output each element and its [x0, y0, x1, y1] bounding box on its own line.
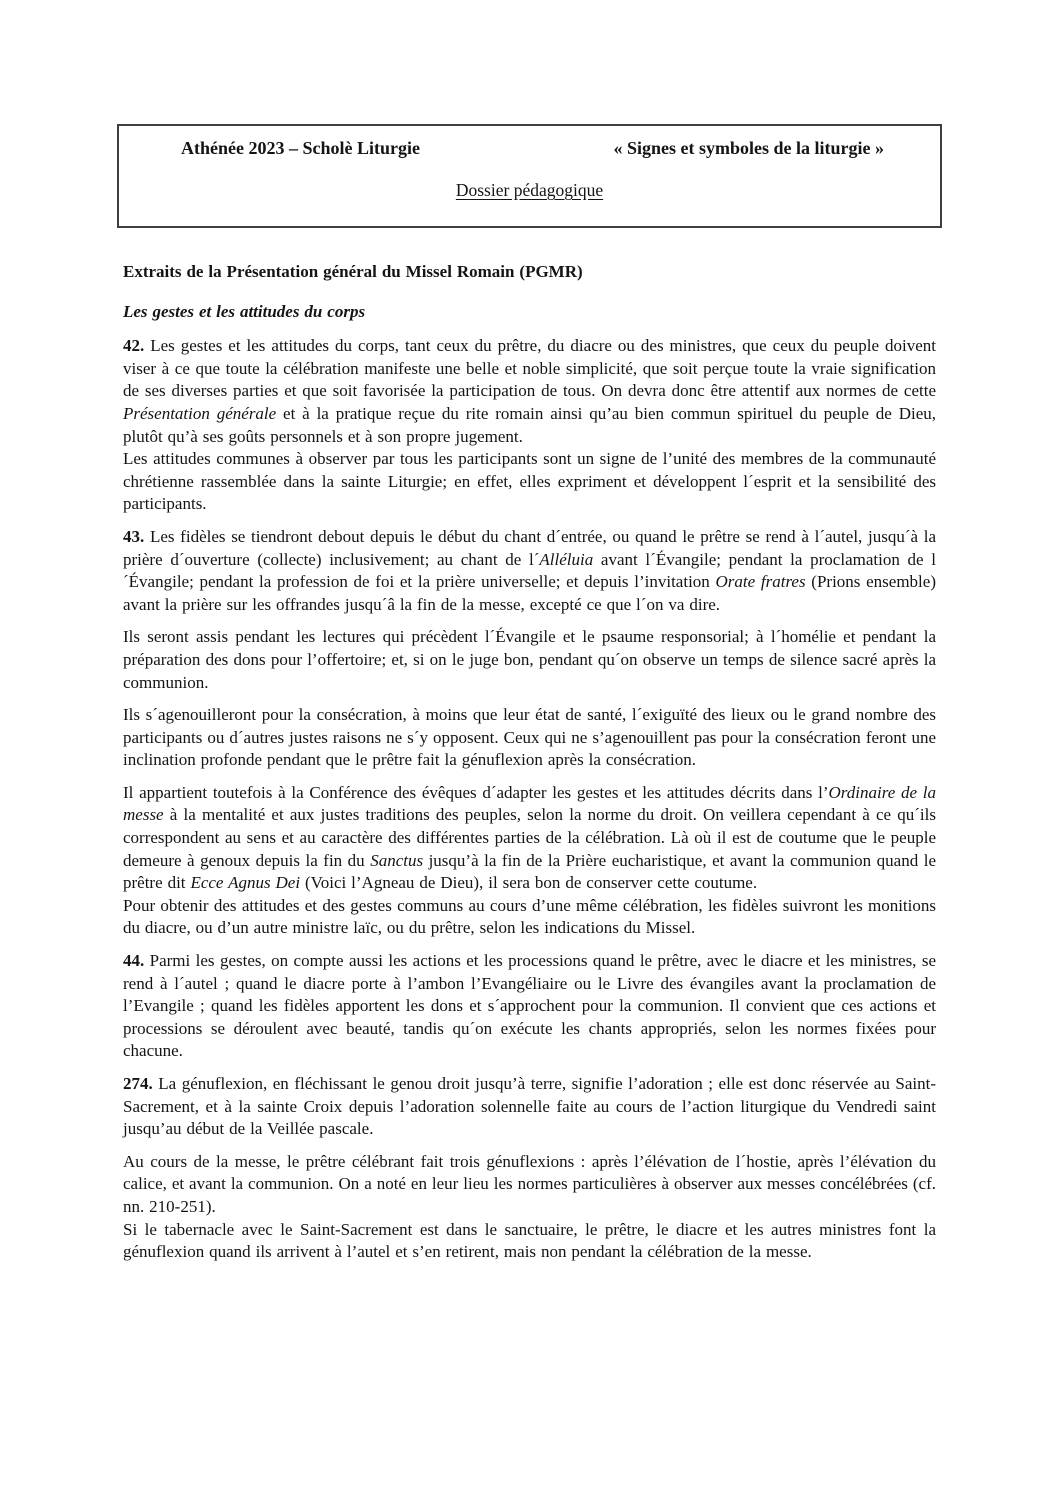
text-run: Orate fratres [715, 572, 806, 592]
text-run: Sanctus [370, 850, 424, 870]
text-run: avant l´Évangile; pendant la proclamation de l´Évangile; pendant la profession de foi et la prière universelle; et depuis l’invitation [123, 549, 936, 592]
paragraph [123, 950, 936, 1063]
text-run: 274. [123, 1074, 153, 1093]
paragraph [123, 526, 936, 616]
text-run: Si le tabernacle avec le Saint-Sacrement est dans le sanctuaire, le prêtre, le diacre et les autres ministres font la génuflexion quand ils arrivent à l’autel et s’en retirent, mais non pendant la célébration de la messe. [123, 1219, 936, 1262]
text-run: Ils seront assis pendant les lectures qui précèdent l´Évangile et le psaume responsorial; à l´homélie et pendant la préparation des dons pour l’offertoire; et, si on le juge bon, pendant qu´on observe un temps de silence sacré après la communion. [123, 627, 936, 692]
text-run: et à la pratique reçue du rite romain ainsi qu’au bien commun spirituel du peuple de Dieu, plutôt qu’à ses goûts personnels et à son propre jugement. [123, 403, 936, 446]
paragraphs [123, 335, 936, 1264]
section-subtitle: Les gestes et les attitudes du corps [123, 301, 366, 321]
paragraph [123, 626, 936, 694]
text-run: Les gestes et les attitudes du corps, tant ceux du prêtre, du diacre ou des ministres, que ceux du peuple doivent viser à ce que toute la célébration manifeste une belle et noble simplicité, que soit perçue toute la vraie signification de ses diverses parties et que soit favorisée la participation de tous. On devra donc être attentif aux normes de cette [123, 336, 936, 401]
text-run: Les fidèles se tiendront debout depuis le début du chant d´entrée, ou quand le prêtre se rend à l´autel, jusqu´à la prière d´ouverture (collecte) inclusivement; au chant de l´ [123, 526, 936, 569]
text-run: 42. [123, 336, 145, 356]
text-run: La génuflexion, en fléchissant le genou droit jusqu’à terre, signifie l’adoration ; elle est donc réservée au Saint-Sacrement, et à la sainte Croix depuis l’adoration solennelle faite au cours de l’action liturgique du Vendredi saint jusqu’au début de la Veillée pascale. [123, 1074, 936, 1139]
text-run: jusqu’à la fin de la Prière eucharistique, et avant la communion quand le prêtre dit [123, 850, 936, 893]
document-body [123, 261, 936, 1264]
text-run: 44. [123, 951, 145, 971]
header-box [117, 124, 942, 228]
text-run: Parmi les gestes, on compte aussi les actions et les processions quand le prêtre, avec le diacre et les ministres, se rend à l´autel ; quand le diacre porte à l’ambon l’Evangéliaire ou le Livre des évangiles avant la proclamation de l’Evangile ; quand les fidèles apportent les dons et s´approchent pour la communion. Il convient que ces actions et processions se déroulent avec beauté, tandis qu´on exécute les chants appropriés, selon les normes fixées pour chacune. [123, 951, 936, 1061]
text-run: Au cours de la messe, le prêtre célébrant fait trois génuflexions : après l’élévation de l´hostie, après l’élévation du calice, et avant la communion. On a noté en leur lieu les normes particulières à observer aux messes concélébrées (cf. nn. 210-251). [123, 1151, 936, 1216]
paragraph [123, 704, 936, 772]
text-run: Ordinaire de la messe [123, 782, 937, 825]
paragraph [123, 1151, 936, 1264]
section-title: Extraits de la Présentation général du Missel Romain (PGMR) [123, 262, 583, 281]
text-run: Les attitudes communes à observer par tous les participants sont un signe de l’unité des membres de la communauté chrétienne rassemblée dans la sainte Liturgie; en effet, elles expriment et développent l´esprit et la sensibilité des participants. [123, 449, 936, 514]
header-title-row [119, 136, 940, 160]
text-run: Présentation générale [123, 403, 277, 423]
text-run: Ils s´agenouilleront pour la consécration, à moins que leur état de santé, l´exiguïté des lieux ou le grand nombre des participants ou d´autres justes raisons ne s´y opposent. Ceux qui ne s’agenouillent pas pour la consécration feront une inclination profonde pendant que le prêtre fait la génuflexion après la consécration. [123, 705, 936, 770]
header-title-left: Athénée 2023 – Scholè Liturgie [181, 138, 420, 158]
text-run: à la mentalité et aux justes traditions des peuples, selon la norme du droit. On veillera cependant à ce qu´ils correspondent au sens et au caractère des différentes parties de la célébration. Là où il est de coutume que le peuple demeure à genoux depuis la fin du [123, 805, 936, 870]
text-run: Ecce Agnus Dei [190, 873, 301, 893]
text-run: (Prions ensemble) avant la prière sur les offrandes jusqu´â la fin de la messe, excepté ce que l´on va dire. [123, 572, 936, 614]
paragraph [123, 1073, 936, 1141]
header-subtitle-row [119, 179, 940, 202]
text-run: Il appartient toutefois à la Conférence des évêques d´adapter les gestes et les attitudes décrits dans l’ [123, 782, 829, 802]
text-run: 43. [123, 526, 145, 546]
header-title-right: « Signes et symboles de la liturgie » [613, 138, 884, 158]
text-run: Alléluia [539, 549, 594, 569]
header-subtitle: Dossier pédagogique [455, 180, 604, 200]
text-run: (Voici l’Agneau de Dieu), il sera bon de conserver cette coutume. [300, 873, 758, 893]
paragraph [123, 782, 936, 940]
text-run: Pour obtenir des attitudes et des gestes communs au cours d’une même célébration, les fidèles suivront les monitions du diacre, ou d’un autre ministre laïc, ou du prêtre, selon les indications du Missel. [123, 895, 936, 938]
paragraph [123, 335, 936, 516]
